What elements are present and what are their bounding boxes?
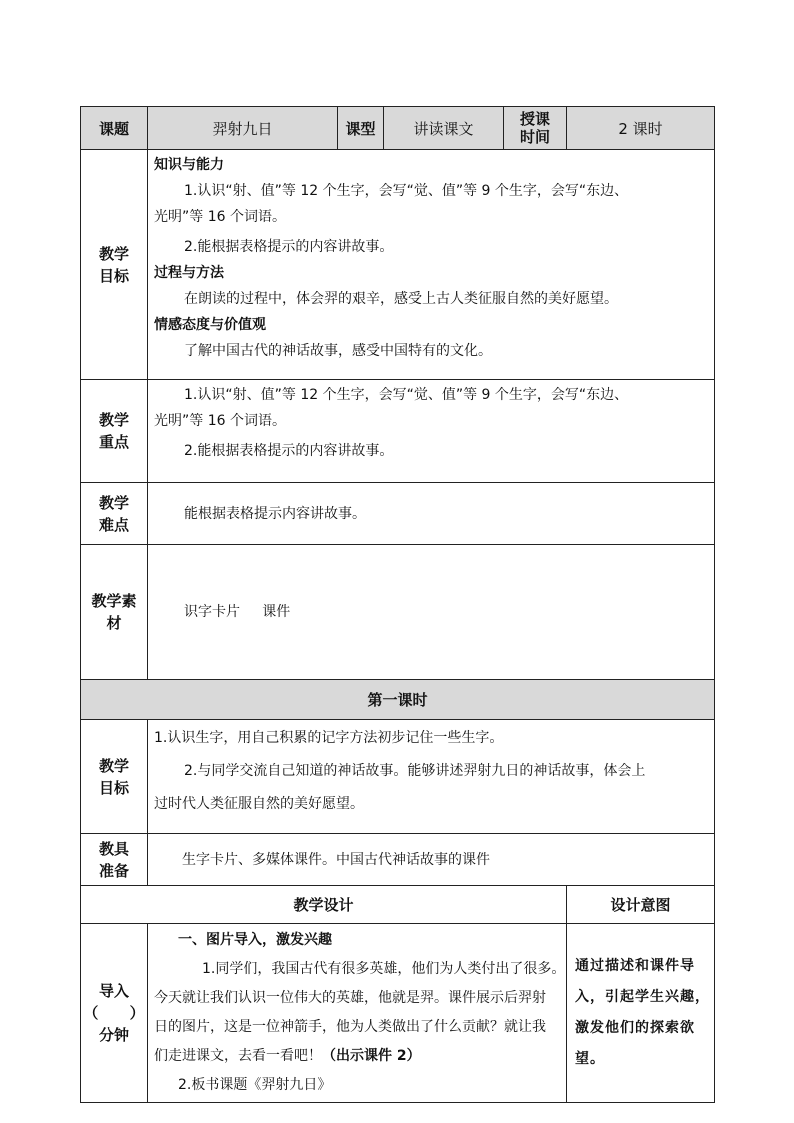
header-row [81,107,715,150]
key-points-label [81,380,148,483]
key-points-content [148,380,715,483]
difficulty-label [81,483,148,545]
lesson-goals-line1: 1.认识生字，用自己积累的记字方法初步记住一些生字。 [154,730,504,746]
intro-label-line1: 导入 [98,982,129,1000]
lesson-goals-label [81,720,148,834]
goals-content [148,150,715,380]
time-value: 2 课时 [567,107,715,150]
goals-label-line1: 教学 [98,244,129,263]
type-label: 课型 [338,107,384,150]
tools-row [81,834,715,886]
tools-label-line1: 教具 [98,839,129,858]
emotion-line: 了解中国古代的神话故事，感受中国特有的文化。 [184,343,492,359]
intro-line5: 2.板书课题《羿射九日》 [178,1077,332,1093]
process-heading: 过程与方法 [154,265,224,281]
difficulty-label-line1: 教学 [98,493,129,512]
lesson-goals-row [81,720,715,834]
intent-header: 设计意图 [567,886,715,924]
lesson-goals-label-line2: 目标 [98,778,129,797]
materials-row [81,545,715,680]
lesson-title: 羿射九日 [148,107,338,150]
tools-content [148,834,715,886]
first-lesson-row [81,680,715,720]
difficulty-content [148,483,715,545]
materials-label-line1: 教学素 [91,592,137,610]
intro-line4-text: 们走进课文，去看一看吧！ [154,1048,322,1064]
difficulty-line: 能根据表格提示内容讲故事。 [184,505,366,522]
knowledge-heading: 知识与能力 [154,157,224,173]
intro-row [81,924,715,1103]
intro-line1: 1.同学们，我国古代有很多英雄，他们为人类付出了很多。 [202,961,566,977]
lesson-goals-content [148,720,715,834]
key-points-row [81,380,715,483]
lesson-goals-line2: 2.与同学交流自己知道的神话故事。能够讲述羿射九日的神话故事，体会上 [184,763,646,779]
goals-row [81,150,715,380]
knowledge-line3: 2.能根据表格提示的内容讲故事。 [184,239,394,255]
key-points-label-line1: 教学 [98,411,129,429]
first-lesson-title: 第一课时 [81,680,715,720]
lesson-label: 课题 [81,107,148,150]
intro-label-line2: （ ） [83,1004,145,1022]
design-header: 教学设计 [81,886,567,924]
intro-label [81,924,148,1103]
intro-line3: 日的图片，这是一位神箭手，他为人类做出了什么贡献？就让我 [154,1019,546,1035]
time-label-line1: 授课 [519,110,550,128]
intro-line4 [154,1042,566,1071]
goals-label [81,150,148,380]
intro-courseware-note: （出示课件 2） [322,1048,421,1064]
lesson-plan-table [80,106,715,1103]
difficulty-row [81,483,715,545]
goals-label-line2: 目标 [98,266,129,285]
intro-line2: 今天就让我们认识一位伟大的英雄，他就是羿。课件展示后羿射 [154,990,546,1006]
time-label [504,107,567,150]
process-line: 在朗读的过程中，体会羿的艰辛，感受上古人类征服自然的美好愿望。 [184,291,618,307]
intro-label-line3: 分钟 [98,1026,129,1044]
key-points-line1: 1.认识“射、值”等 12 个生字，会写“觉、值”等 9 个生字，会写“东边、 [184,387,629,403]
knowledge-line2: 光明”等 16 个词语。 [154,209,286,225]
tools-label-line2: 准备 [98,861,129,880]
materials-label [81,545,148,680]
intro-content [148,924,567,1103]
intro-heading: 一、图片导入，激发兴趣 [178,932,332,948]
tools-label [81,834,148,886]
emotion-heading: 情感态度与价值观 [154,317,266,333]
lesson-goals-line3: 过时代人类征服自然的美好愿望。 [154,796,364,812]
time-label-line2: 时间 [519,128,550,146]
materials-line: 识字卡片 课件 [184,604,291,620]
type-value: 讲读课文 [384,107,504,150]
intro-intent: 通过描述和课件导入，引起学生兴趣，激发他们的探索欲望。 [567,924,715,1103]
materials-content [148,545,715,680]
difficulty-label-line2: 难点 [98,515,129,534]
design-header-row [81,886,715,924]
knowledge-line1: 1.认识“射、值”等 12 个生字，会写“觉、值”等 9 个生字，会写“东边、 [184,183,629,199]
key-points-line3: 2.能根据表格提示的内容讲故事。 [184,443,394,459]
lesson-goals-label-line1: 教学 [98,756,129,775]
tools-line: 生字卡片、多媒体课件。中国古代神话故事的课件 [182,851,490,868]
materials-label-line2: 材 [106,614,122,632]
key-points-label-line2: 重点 [98,433,129,451]
key-points-line2: 光明”等 16 个词语。 [154,413,286,429]
